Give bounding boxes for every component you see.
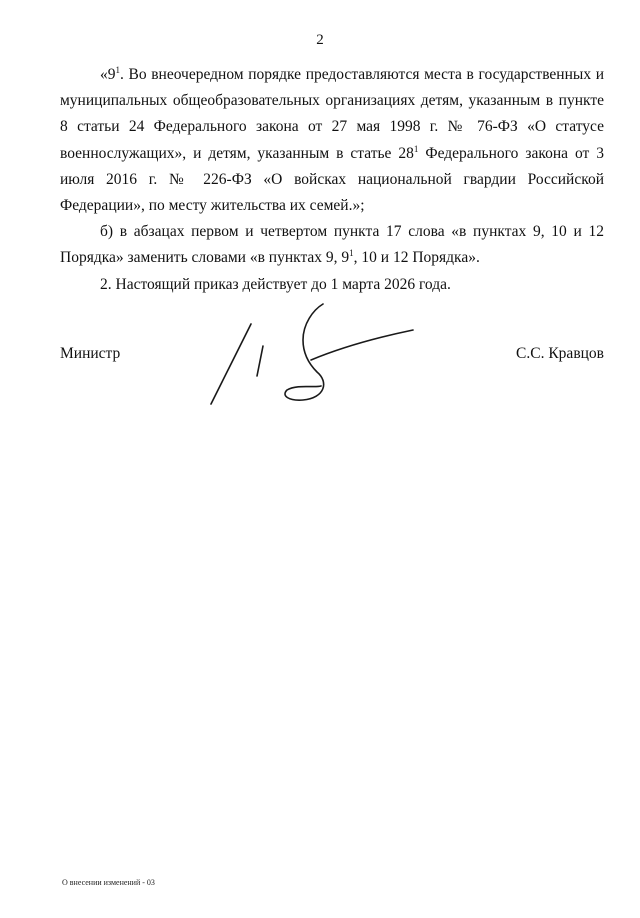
signature-stroke	[285, 304, 324, 400]
paragraph-validity: 2. Настоящий приказ действует до 1 марта 2026 года.	[100, 275, 451, 293]
paragraph-text: Федерального закона от 3 июля 2016 г. № 226-ФЗ «О войсках национальной гвардии Российской Федерации», по месту жительства их семей.»;	[60, 144, 604, 215]
paragraph-text: б) в абзацах первом и четвертом пункта 17 слова «в пунктах 9, 10 и 12 Порядка» заменить словами «в пунктах 9, 9	[60, 223, 604, 267]
paragraph-amendment-9-1	[60, 62, 604, 219]
paragraph-text: . Во внеочередном порядке предоставляются места в государственных и муниципальных общеобразовательных организациях детям, указанным в пункте 8 статьи 24 Федерального закона от 27 мая 1998 г. № 76-ФЗ «О статусе военнослужащих», и детям, указанным в статье 28	[60, 66, 604, 162]
signer-name: С.С. Кравцов	[516, 345, 604, 362]
superscript: 1	[115, 65, 120, 75]
document-body	[60, 62, 604, 298]
paragraph-item-b	[60, 219, 604, 271]
signature-stroke	[257, 346, 263, 376]
signature-stroke	[211, 324, 251, 404]
footer-code: О внесении изменений - 03	[62, 878, 155, 887]
paragraph-text: «9	[100, 66, 116, 83]
signature-stroke	[311, 330, 413, 360]
superscript: 1	[349, 248, 354, 259]
handwritten-signature	[205, 300, 420, 412]
paragraph-text: , 10 и 12 Порядка».	[353, 249, 480, 267]
page-number: 2	[316, 32, 324, 48]
signer-title: Министр	[60, 345, 121, 362]
superscript: 1	[413, 143, 419, 154]
